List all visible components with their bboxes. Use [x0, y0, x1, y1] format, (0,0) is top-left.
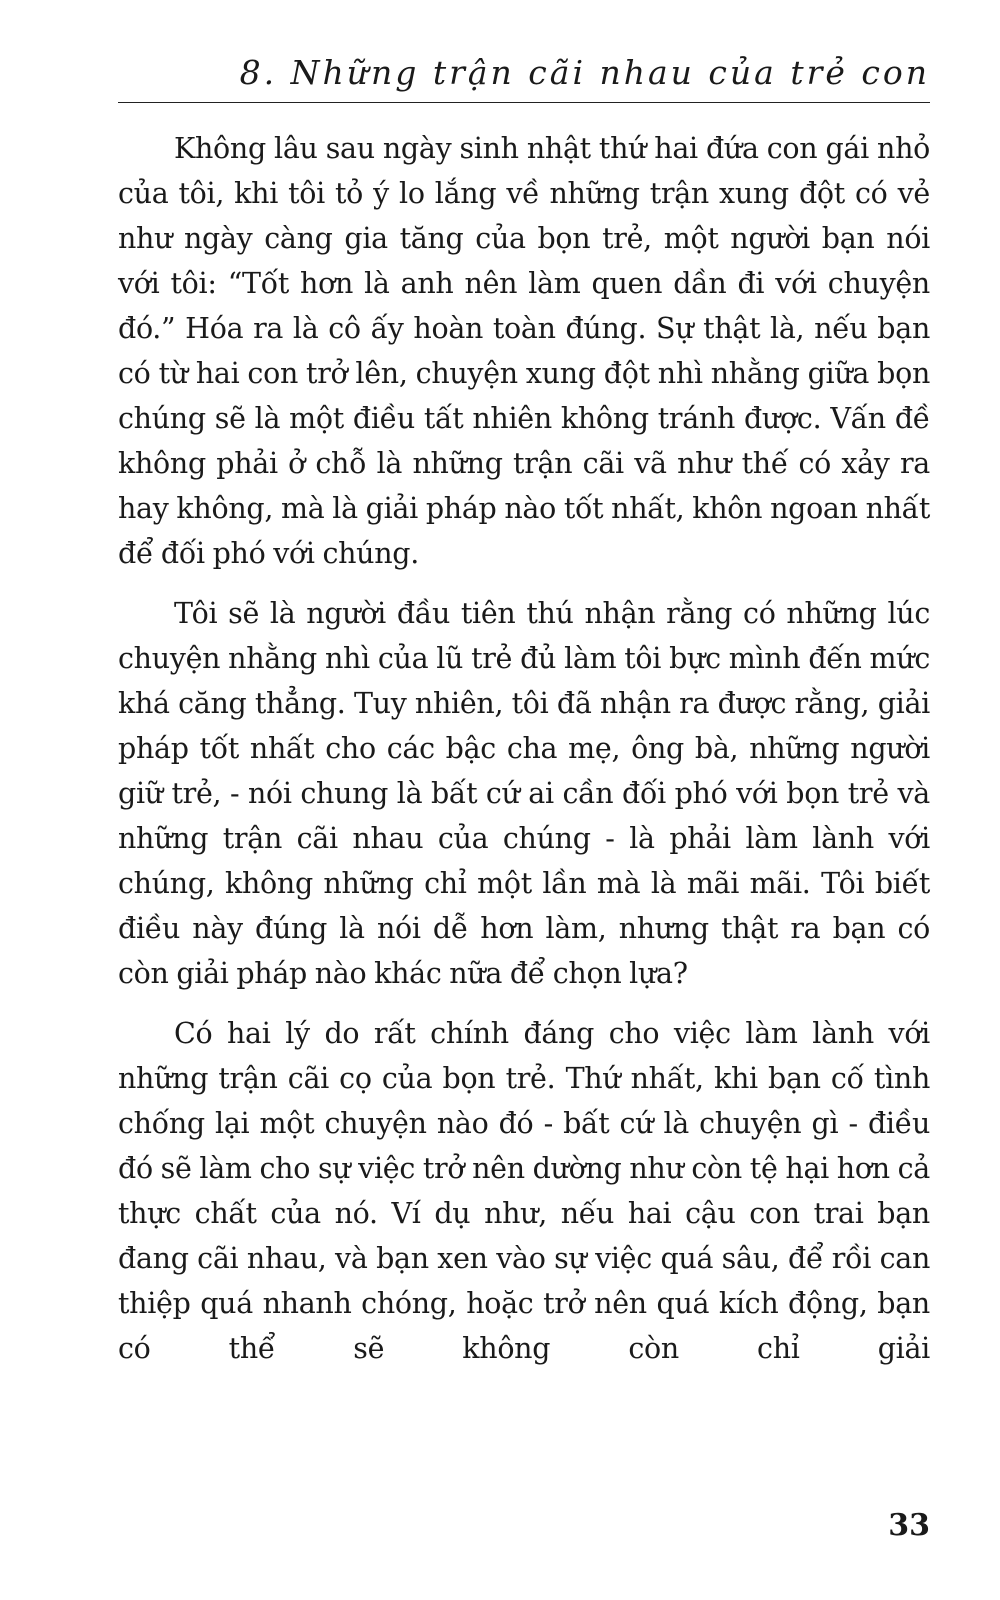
body-text	[118, 126, 930, 1386]
page-number: 33	[888, 1508, 930, 1543]
paragraph-1: Không lâu sau ngày sinh nhật thứ hai đứa con gái nhỏ của tôi, khi tôi tỏ ý lo lắng về những trận xung đột có vẻ như ngày càng gia tăng của bọn trẻ, một người bạn nói với tôi: “Tốt hơn là anh nên làm quen dần đi với chuyện đó.” Hóa ra là cô ấy hoàn toàn đúng. Sự thật là, nếu bạn có từ hai con trở lên, chuyện xung đột nhì nhằng giữa bọn chúng sẽ là một điều tất nhiên không tránh được. Vấn đề không phải ở chỗ là những trận cãi vã như thế có xảy ra hay không, mà là giải pháp nào tốt nhất, khôn ngoan nhất để đối phó với chúng.	[118, 132, 930, 570]
paragraph-2: Tôi sẽ là người đầu tiên thú nhận rằng có những lúc chuyện nhằng nhì của lũ trẻ đủ làm tôi bực mình đến mức khá căng thẳng. Tuy nhiên, tôi đã nhận ra được rằng, giải pháp tốt nhất cho các bậc cha mẹ, ông bà, những người giữ trẻ, - nói chung là bất cứ ai cần đối phó với bọn trẻ và những trận cãi nhau của chúng - là phải làm lành với chúng, không những chỉ một lần mà là mãi mãi. Tôi biết điều này đúng là nói dễ hơn làm, nhưng thật ra bạn có còn giải pháp nào khác nữa để chọn lựa?	[118, 597, 930, 990]
paragraph-3: Có hai lý do rất chính đáng cho việc làm lành với những trận cãi cọ của bọn trẻ. Thứ nhất, khi bạn cố tình chống lại một chuyện nào đó - bất cứ là chuyện gì - điều đó sẽ làm cho sự việc trở nên dường như còn tệ hại hơn cả thực chất của nó. Ví dụ như, nếu hai cậu con trai bạn đang cãi nhau, và bạn xen vào sự việc quá sâu, để rồi can thiệp quá nhanh chóng, hoặc trở nên quá kích động, bạn có thể sẽ không còn chỉ giải	[118, 1017, 930, 1365]
chapter-title: 8. Những trận cãi nhau của trẻ con	[239, 53, 930, 92]
running-header	[118, 52, 930, 103]
